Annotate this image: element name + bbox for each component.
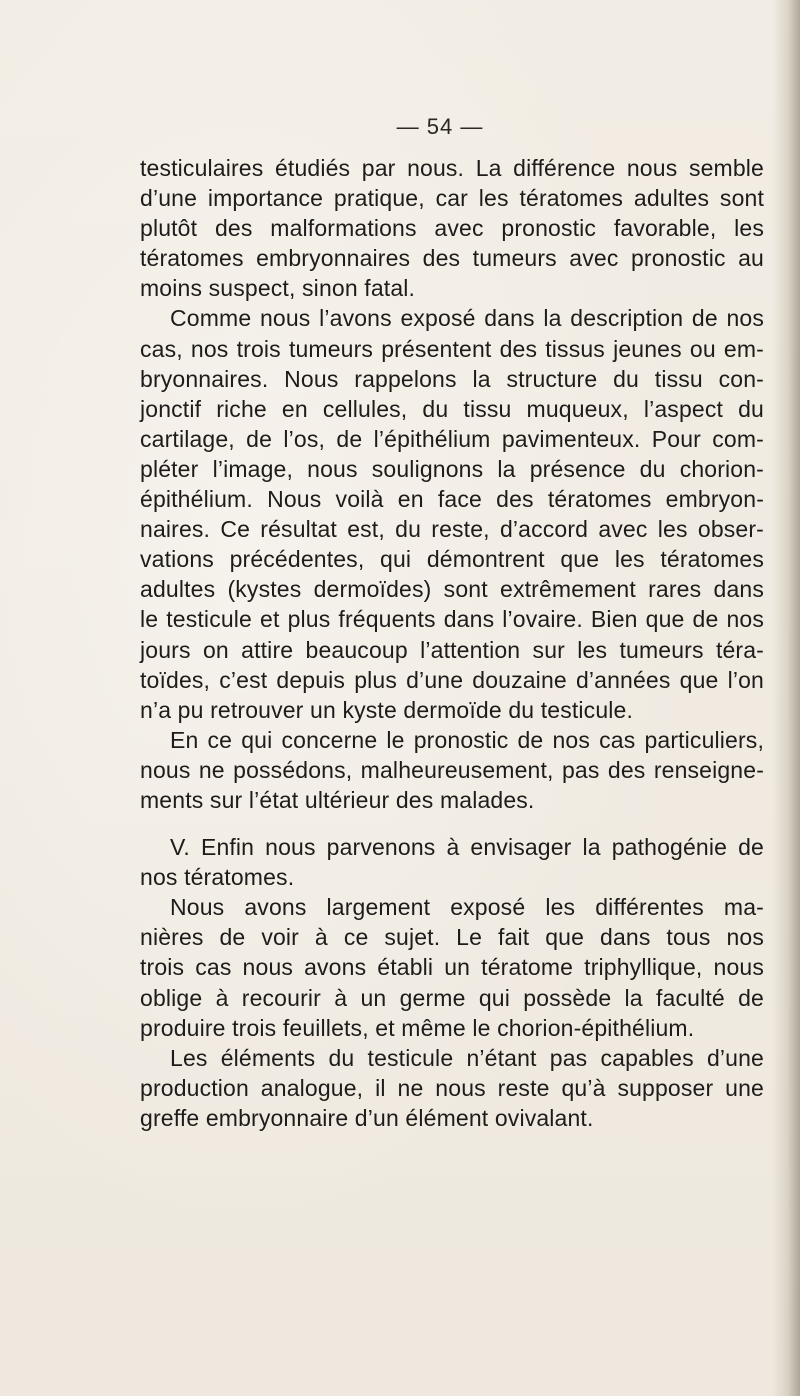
text-line: épithélium. Nous voilà en face des tératomes embryon- [140, 486, 764, 513]
text-line: oblige à recourir à un germe qui possède la faculté de [140, 984, 764, 1011]
text-line: cartilage, de l’os, de l’épithélium pavimenteux. Pour com- [140, 425, 764, 452]
text-line: Comme nous l’avons exposé dans la description de nos [170, 305, 764, 332]
text-line: En ce qui concerne le pronostic de nos cas particuliers, [170, 726, 764, 753]
text-line: moins suspect, sinon fatal. [140, 275, 416, 302]
text-line: n’a pu retrouver un kyste dermoïde du testicule. [140, 696, 634, 723]
text-line: greffe embryonnaire d’un élément ovivalant. [140, 1104, 594, 1131]
text-line: tératomes embryonnaires des tumeurs avec pronostic au [140, 245, 764, 272]
text-line: jonctif riche en cellules, du tissu muqueux, l’aspect du [140, 395, 764, 422]
text-line: toïdes, c’est depuis plus d’une douzaine d’années que l’on [140, 666, 764, 693]
text-line: pléter l’image, nous soulignons la présence du chorion- [140, 455, 764, 482]
text-line: le testicule et plus fréquents dans l’ovaire. Bien que de nos [140, 606, 764, 633]
text-line: ments sur l’état ultérieur des malades. [140, 786, 535, 813]
text-line: plutôt des malformations avec pronostic favorable, les [140, 215, 764, 242]
body-text [140, 153, 764, 1133]
text-line: jours on attire beaucoup l’attention sur les tumeurs téra- [140, 636, 764, 663]
text-line: bryonnaires. Nous rappelons la structure du tissu con- [140, 365, 764, 392]
text-line: cas, nos trois tumeurs présentent des tissus jeunes ou em- [140, 335, 764, 362]
text-line: naires. Ce résultat est, du reste, d’accord avec les obser- [140, 516, 764, 543]
text-line: produire trois feuillets, et même le chorion-épithélium. [140, 1014, 695, 1041]
page-number: — 54 — [396, 114, 484, 139]
text-line: Les éléments du testicule n’étant pas capables d’une [170, 1044, 764, 1071]
text-line: nières de voir à ce sujet. Le fait que dans tous nos [140, 924, 764, 951]
text-line: nos tératomes. [140, 864, 295, 891]
text-line: Nous avons largement exposé les différentes ma- [170, 894, 764, 921]
page-edge-shadow [772, 0, 800, 1396]
text-line: nous ne possédons, malheureusement, pas des renseigne- [140, 756, 764, 783]
text-line: d’une importance pratique, car les tératomes adultes sont [140, 185, 764, 212]
text-line: adultes (kystes dermoïdes) sont extrêmement rares dans [140, 576, 764, 603]
text-line: vations précédentes, qui démontrent que les tératomes [140, 546, 764, 573]
text-line: V. Enfin nous parvenons à envisager la pathogénie de [170, 834, 764, 861]
text-line: trois cas nous avons établi un tératome triphyllique, nous [140, 954, 764, 981]
text-line: testiculaires étudiés par nous. La différence nous semble [140, 155, 764, 181]
text-line: production analogue, il ne nous reste qu’à supposer une [140, 1074, 764, 1101]
